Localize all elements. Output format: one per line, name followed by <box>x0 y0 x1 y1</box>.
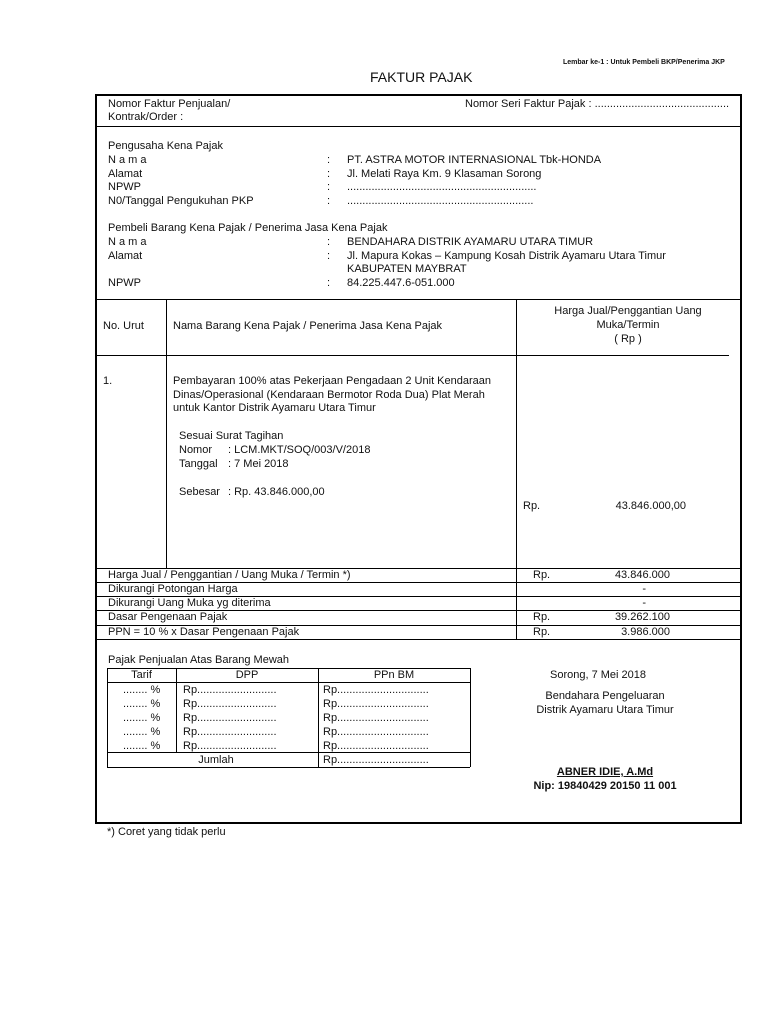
colon: : <box>327 181 331 193</box>
signature-role-2: Distrik Ayamaru Utara Timur <box>536 704 674 716</box>
signature-place-date: Sorong, 7 Mei 2018 <box>549 669 646 681</box>
summary-currency: Rp. <box>533 626 551 638</box>
ppnbm-value: Rp.............................. <box>323 740 429 752</box>
ppnbm-dpp: Rp.......................... <box>183 740 277 752</box>
item-desc-1: Pembayaran 100% atas Pekerjaan Pengadaan 2 Unit Kendaraan <box>173 375 492 387</box>
outer-border-left <box>95 94 97 824</box>
buyer-nama-label: N a m a <box>108 236 147 248</box>
item-ref-nomor-value: : LCM.MKT/SOQ/003/V/2018 <box>228 444 371 456</box>
column-divider <box>516 300 517 640</box>
seller-section-title: Pengusaha Kena Pajak <box>108 140 223 152</box>
divider <box>96 639 741 640</box>
ppnbm-table-border <box>470 668 471 767</box>
item-ref-nomor-label: Nomor <box>179 444 213 456</box>
colon: : <box>327 195 331 207</box>
outer-border-top <box>95 94 742 96</box>
seller-pkp-value: ............................................................. <box>347 195 534 207</box>
buyer-npwp-label: NPWP <box>108 277 141 289</box>
sheet-note: Lembar ke-1 : Untuk Pembeli BKP/Penerima JKP <box>563 59 725 66</box>
item-desc-3: untuk Kantor Distrik Ayamaru Utara Timur <box>173 402 376 414</box>
seller-npwp-value: .............................................................. <box>347 181 537 193</box>
summary-label: Dikurangi Potongan Harga <box>108 583 238 595</box>
nomor-seri-label: Nomor Seri Faktur Pajak : ............................................ <box>465 98 730 110</box>
ppnbm-col-dpp: DPP <box>235 669 259 681</box>
ppnbm-value: Rp.............................. <box>323 712 429 724</box>
col-header-nama: Nama Barang Kena Pajak / Penerima Jasa Kena Pajak <box>173 320 443 332</box>
summary-label: PPN = 10 % x Dasar Pengenaan Pajak <box>108 626 300 638</box>
ppnbm-value: Rp.............................. <box>323 726 429 738</box>
column-divider <box>166 300 167 568</box>
document-title: FAKTUR PAJAK <box>370 69 473 85</box>
summary-currency: Rp. <box>533 611 551 623</box>
signature-role-1: Bendahara Pengeluaran <box>545 690 665 702</box>
ppnbm-dpp: Rp.......................... <box>183 698 277 710</box>
ppnbm-table-border <box>107 668 108 767</box>
ppnbm-jumlah-value: Rp.............................. <box>323 754 429 766</box>
ppnbm-tarif: ........ % <box>123 726 161 738</box>
ppnbm-table-border <box>107 752 470 753</box>
summary-value: 3.986.000 <box>621 626 670 638</box>
ppnbm-tarif: ........ % <box>123 740 161 752</box>
item-ref-tanggal-value: : 7 Mei 2018 <box>228 458 289 470</box>
ppnbm-dpp: Rp.......................... <box>183 712 277 724</box>
item-no: 1. <box>103 375 113 387</box>
divider <box>96 126 741 127</box>
item-desc-2: Dinas/Operasional (Kendaraan Bermotor Roda Dua) Plat Merah <box>173 389 485 401</box>
seller-nama-value: PT. ASTRA MOTOR INTERNASIONAL Tbk-HONDA <box>347 154 602 166</box>
ppnbm-value: Rp.............................. <box>323 684 429 696</box>
divider <box>96 299 741 300</box>
ppnbm-col-ppnbm: PPn BM <box>373 669 415 681</box>
seller-alamat-label: Alamat <box>108 168 143 180</box>
footnote: *) Coret yang tidak perlu <box>107 826 226 838</box>
ppnbm-tarif: ........ % <box>123 712 161 724</box>
summary-value: - <box>642 597 646 609</box>
seller-npwp-label: NPWP <box>108 181 141 193</box>
buyer-alamat-label: Alamat <box>108 250 143 262</box>
kontrak-order-label: Kontrak/Order : <box>108 111 184 123</box>
outer-border-bottom <box>95 822 742 824</box>
colon: : <box>327 250 331 262</box>
summary-currency: Rp. <box>533 569 551 581</box>
buyer-alamat-value-1: Jl. Mapura Kokas – Kampung Kosah Distrik Ayamaru Utara Timur <box>347 250 666 262</box>
colon: : <box>327 236 331 248</box>
col-header-no: No. Urut <box>103 320 144 332</box>
ppnbm-dpp: Rp.......................... <box>183 726 277 738</box>
item-ref-title: Sesuai Surat Tagihan <box>179 430 284 442</box>
signatory-nip: Nip: 19840429 20150 11 001 <box>533 780 677 792</box>
col-header-harga-3: ( Rp ) <box>614 333 642 345</box>
summary-label: Dikurangi Uang Muka yg diterima <box>108 597 271 609</box>
buyer-nama-value: BENDAHARA DISTRIK AYAMARU UTARA TIMUR <box>347 236 594 248</box>
ppnbm-tarif: ........ % <box>123 698 161 710</box>
buyer-npwp-value: 84.225.447.6-051.000 <box>347 277 455 289</box>
ppnbm-dpp: Rp.......................... <box>183 684 277 696</box>
item-ref-tanggal-label: Tanggal <box>179 458 218 470</box>
ppnbm-table-border <box>107 767 470 768</box>
buyer-section-title: Pembeli Barang Kena Pajak / Penerima Jasa Kena Pajak <box>108 222 388 234</box>
signatory-name: ABNER IDIE, A.Md <box>556 766 654 778</box>
col-header-harga-2: Muka/Termin <box>596 319 660 331</box>
ppnbm-table-border <box>318 668 319 767</box>
seller-pkp-label: N0/Tanggal Pengukuhan PKP <box>108 195 254 207</box>
summary-label: Harga Jual / Penggantian / Uang Muka / Termin *) <box>108 569 351 581</box>
item-amount: 43.846.000,00 <box>615 500 686 512</box>
colon: : <box>327 277 331 289</box>
summary-label: Dasar Pengenaan Pajak <box>108 611 228 623</box>
ppnbm-col-tarif: Tarif <box>131 669 152 681</box>
colon: : <box>327 154 331 166</box>
ppnbm-title: Pajak Penjualan Atas Barang Mewah <box>108 654 290 666</box>
summary-value: 39.262.100 <box>614 611 670 623</box>
buyer-alamat-value-2: KABUPATEN MAYBRAT <box>347 263 467 275</box>
outer-border-right <box>740 94 742 824</box>
item-currency: Rp. <box>523 500 541 512</box>
ppnbm-tarif: ........ % <box>123 684 161 696</box>
summary-value: 43.846.000 <box>614 569 670 581</box>
col-header-harga-1: Harga Jual/Penggantian Uang <box>554 305 702 317</box>
ppnbm-table-border <box>107 682 470 683</box>
colon: : <box>327 168 331 180</box>
summary-value: - <box>642 583 646 595</box>
ppnbm-jumlah-label: Jumlah <box>198 754 234 766</box>
ppnbm-value: Rp.............................. <box>323 698 429 710</box>
nomor-faktur-label: Nomor Faktur Penjualan/ <box>108 98 231 110</box>
item-ref-sebesar-value: : Rp. 43.846.000,00 <box>228 486 325 498</box>
item-ref-sebesar-label: Sebesar <box>179 486 220 498</box>
divider <box>96 355 729 356</box>
seller-nama-label: N a m a <box>108 154 147 166</box>
seller-alamat-value: Jl. Melati Raya Km. 9 Klasaman Sorong <box>347 168 542 180</box>
